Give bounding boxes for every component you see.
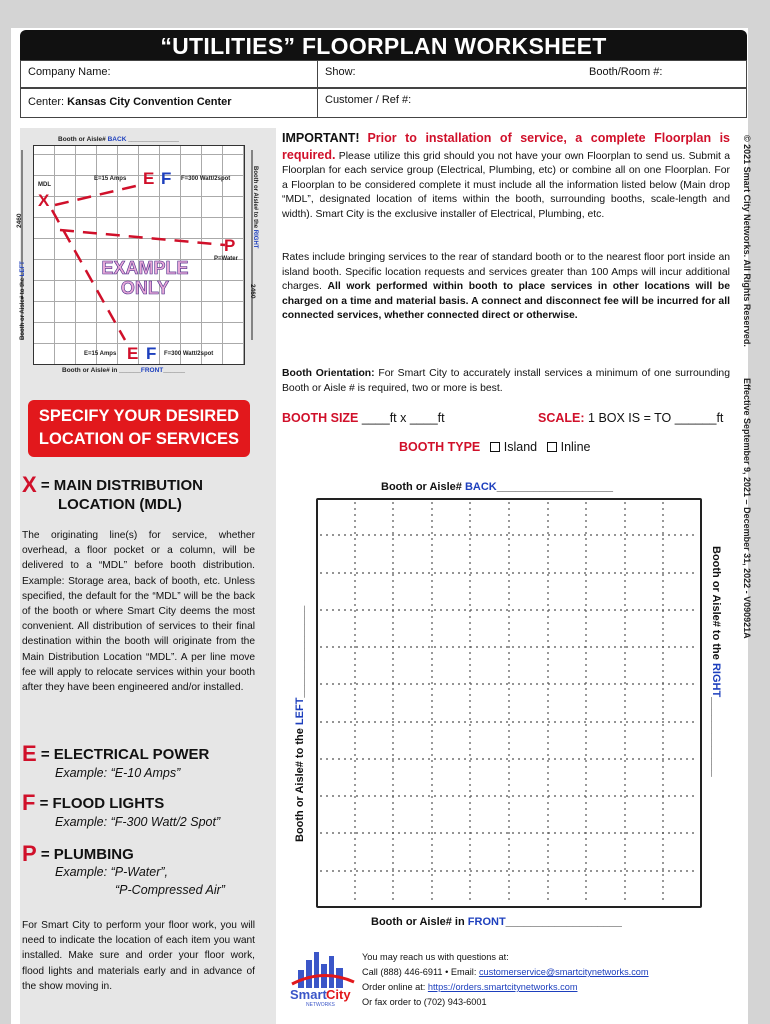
island-checkbox[interactable] xyxy=(490,442,500,452)
example-bottom-label: Booth or Aisle# in ______FRONT______ xyxy=(62,367,185,374)
grid-top-label: Booth or Aisle# BACK___________________ xyxy=(381,481,613,493)
example-e-top: E=15 Amps xyxy=(94,176,127,182)
example-dim-right: 2460 xyxy=(249,284,256,299)
example-left-label: Booth or Aisle# to the LEFT xyxy=(20,261,26,340)
example-f-bottom: F=300 Watt/2spot xyxy=(164,351,214,357)
floor-work-note: For Smart City to perform your floor work, you will need to indicate the location of each item you want installed. Make sure and order your floor work, flood lights and materials early and in advance of the show moving in. xyxy=(22,920,255,992)
legend-x: X = MAIN DISTRIBUTION xyxy=(22,472,203,497)
example-x: X xyxy=(38,191,50,210)
example-mdl: MDL xyxy=(38,182,51,188)
smart-city-logo xyxy=(288,948,358,1008)
contact-email-link[interactable]: customerservice@smartcitynetworks.com xyxy=(478,967,649,977)
show-label: Show: xyxy=(325,66,356,78)
scale-field[interactable]: SCALE: 1 BOX IS = TO ______ft xyxy=(538,411,724,425)
contact-order-link[interactable]: https://orders.smartcitynetworks.com xyxy=(427,982,578,992)
example-e-top-letter: E xyxy=(143,169,155,188)
company-name-label: Company Name: xyxy=(28,66,111,78)
example-p-letter: P xyxy=(224,236,236,255)
booth-room-label: Booth/Room #: xyxy=(589,66,663,78)
example-top-label: Booth or Aisle# BACK ______________ xyxy=(58,136,179,143)
contact-online-label: Order online at: xyxy=(362,982,426,992)
example-only-stamp: EXAMPLE ONLY xyxy=(101,258,189,298)
example-p-label: P=Water xyxy=(214,256,238,262)
mdl-description: The originating line(s) for service, whether overhead, a floor pocket or a column, will be delivered to a “MDL” before booth distribution. Example: Storage area, back of booth, etc. Unless specified, the default for the “MDL” will be the back of the booth or where Smart City deems the most convenient. All distribution of services to their final destination within the booth will originate from the Main Distribution Location “MDL”. A per line move fee will apply to relocate services within your booth after they have been engineered and/or installed. xyxy=(22,530,255,694)
center-value: Kansas City Convention Center xyxy=(67,96,232,108)
example-e-bottom: E=15 Amps xyxy=(84,351,117,357)
legend-p-example-2: “P-Compressed Air” xyxy=(115,883,225,897)
example-e-bottom-letter: E xyxy=(127,344,139,363)
inline-checkbox[interactable] xyxy=(547,442,557,452)
svg-text:City: City xyxy=(326,987,351,1002)
legend-e-example: Example: “E-10 Amps” xyxy=(55,766,181,780)
svg-text:NETWORKS: NETWORKS xyxy=(306,1002,335,1008)
legend-f: F = FLOOD LIGHTS xyxy=(22,790,165,815)
example-f-bottom-letter: F xyxy=(146,344,157,363)
booth-size-field[interactable]: BOOTH SIZE ____ft x ____ft xyxy=(282,411,445,425)
example-dim-left: 2460 xyxy=(16,213,23,228)
contact-fax: Or fax order to (702) 943-6001 xyxy=(362,997,487,1007)
customer-ref-label: Customer / Ref #: xyxy=(325,94,412,106)
effective-date-note: Effective September 9, 2021 – December 31, 2022 - V090921A xyxy=(742,378,752,639)
example-f-top: F=300 Watt/2spot xyxy=(181,176,231,182)
grid-left-label: Booth or Aisle# to the LEFT_______________ xyxy=(294,605,306,842)
legend-p: P = PLUMBING xyxy=(22,841,134,866)
legend-e: E = ELECTRICAL POWER xyxy=(22,741,210,766)
contact-phone: Call (888) 446-6911 • Email: xyxy=(362,967,477,977)
inline-label: Inline xyxy=(560,440,591,454)
example-f-top-letter: F xyxy=(161,169,172,188)
legend-p-example-1: Example: “P-Water”, xyxy=(55,865,168,879)
important-notice: IMPORTANT! Prior to installation of service, a complete Floorplan is required. Please utilize this grid should you not have your own Floorplan to send us. Submit a Floorplan for each service group (Electrical, Plumbing, etc) or combine all on one Floorplan. For a Floorplan to be considered complete it must include all the information listed below (Main drop “MDL”, designated location of items within the booth, surrounding booths, scale-length and width). Smart City is the exclusive installer of Electrical, Plumbing, etc. xyxy=(282,131,731,220)
booth-orientation: Booth Orientation: For Smart City to accurately install services a minimum of one surrounding Booth or Aisle # is required, two or more is best. xyxy=(282,368,730,394)
center-label: Center: xyxy=(28,96,65,108)
copyright-note: © 2021 Smart City Networks. All Rights Reserved. xyxy=(742,135,752,347)
island-label: Island xyxy=(503,440,538,454)
page-title: “UTILITIES” FLOORPLAN WORKSHEET xyxy=(20,30,747,60)
grid-right-label: Booth or Aisle# to the RIGHT_____________ xyxy=(710,546,722,777)
contact-intro: You may reach us with questions at: xyxy=(362,952,509,962)
example-right-label: Booth or Aisle# to the RIGHT xyxy=(252,166,258,249)
contact-info xyxy=(362,950,649,1010)
rates-notice: Rates include bringing services to the rear of standard booth or to the nearest floor port inside an island booth. Specific location requests and services greater than 100 Amps will incur additional charges. All work performed within booth to place services in other locations will be charged on a time and material basis. A connect and disconnect fee will be incurred for all connected services, whether connected direct or otherwise. xyxy=(282,252,730,321)
grid-bottom-label: Booth or Aisle# in FRONT___________________ xyxy=(371,916,622,928)
booth-type-row: BOOTH TYPE Island Inline xyxy=(399,440,591,454)
legend-f-example: Example: “F-300 Watt/2 Spot” xyxy=(55,815,221,829)
floorplan-grid-dots xyxy=(316,498,702,908)
specify-banner: SPECIFY YOUR DESIRED LOCATION OF SERVICES xyxy=(28,400,250,457)
legend-x-line2: LOCATION (MDL) xyxy=(58,496,182,513)
svg-text:Smart: Smart xyxy=(290,987,327,1002)
